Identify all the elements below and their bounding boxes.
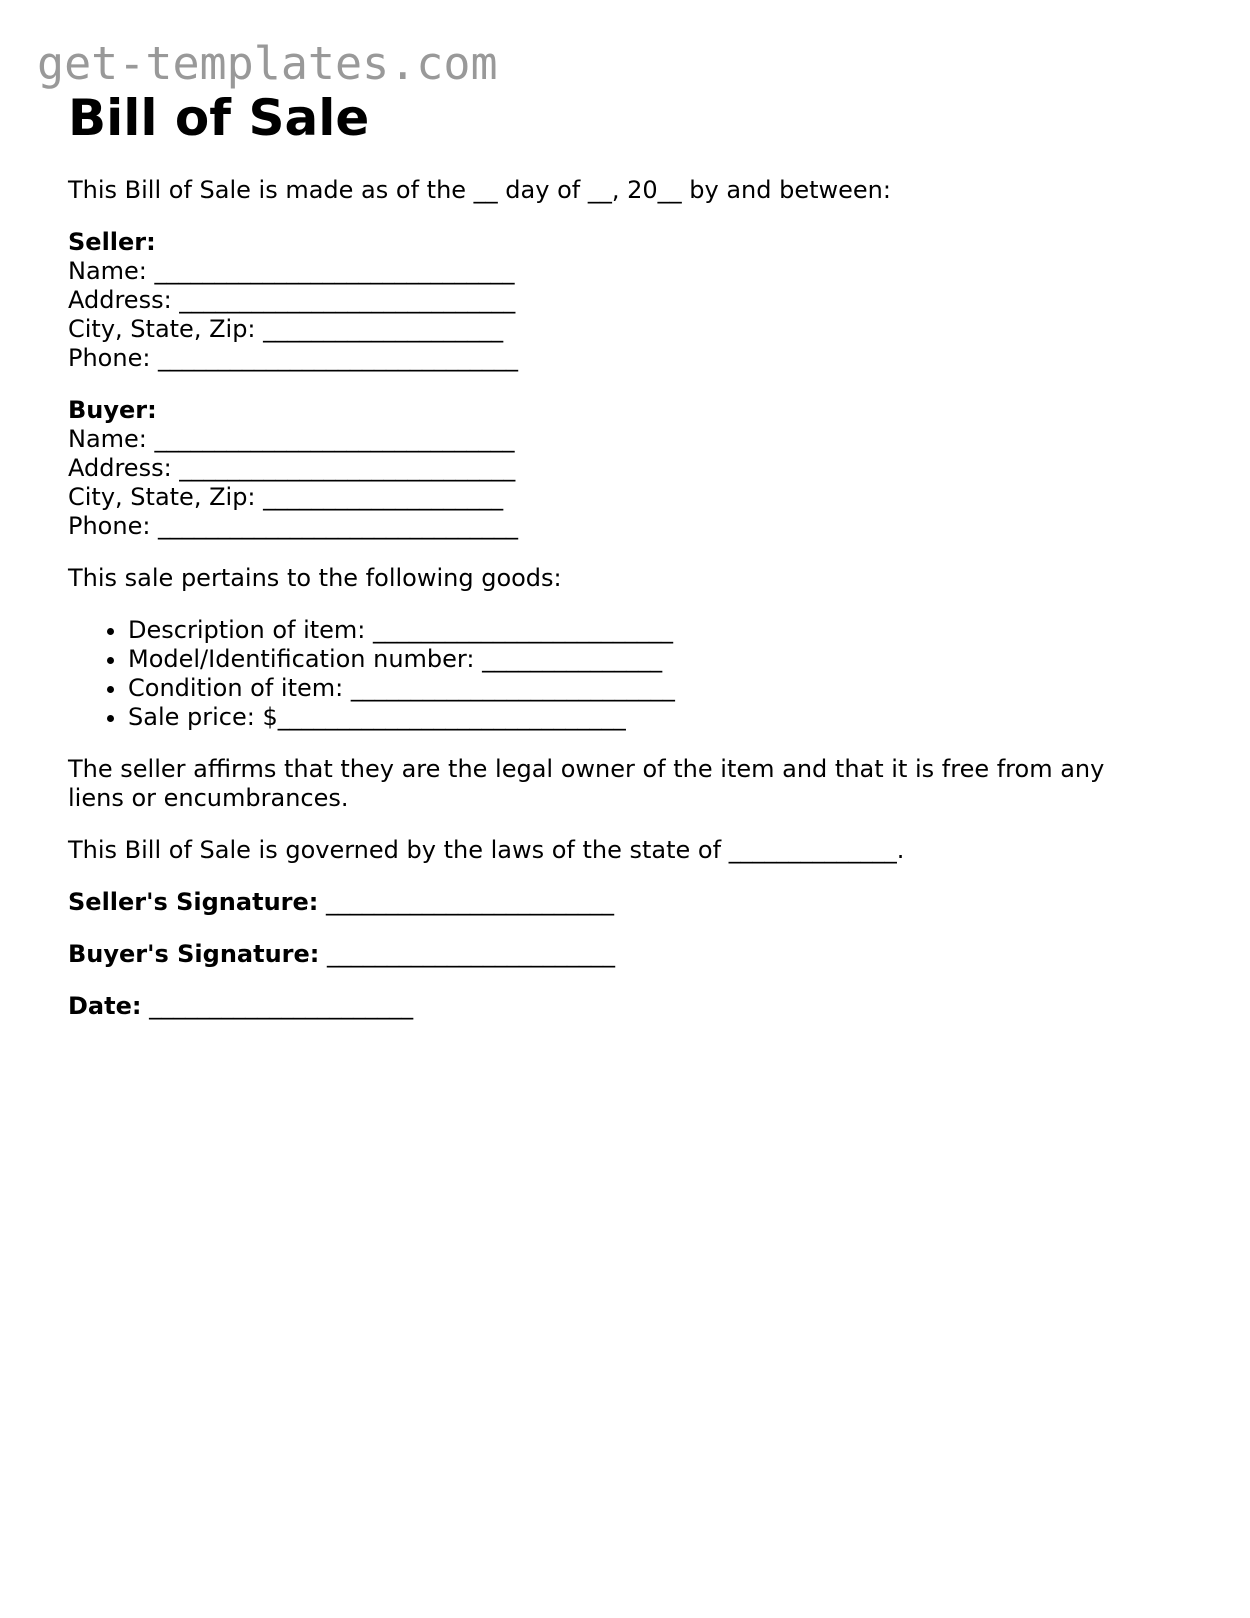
watermark: get-templates.com — [37, 37, 498, 90]
date-label: Date: — [68, 992, 142, 1020]
affirmation-paragraph: The seller affirms that they are the legal owner of the item and that it is free from any liens or encumbrances. — [68, 755, 1105, 812]
goods-description-item: • Description of item: _________________________ — [128, 616, 1148, 645]
goods-sale-price-item: • Sale price: $_____________________________ — [128, 703, 1148, 732]
goods-intro: This sale pertains to the following goods: — [68, 564, 562, 592]
seller-phone-field: Phone: ______________________________ — [68, 344, 519, 372]
seller-city-state-zip-field: City, State, Zip: ____________________ — [68, 315, 504, 343]
buyer-city-state-zip-field: City, State, Zip: ____________________ — [68, 483, 504, 511]
governing-law-paragraph: This Bill of Sale is governed by the laws of the state of ______________. — [68, 836, 905, 864]
buyer-signature-label: Buyer's Signature: — [68, 940, 320, 968]
seller-name-field: Name: ______________________________ — [68, 257, 515, 285]
document-title: Bill of Sale — [68, 89, 370, 147]
seller-signature-label: Seller's Signature: — [68, 888, 319, 916]
seller-heading: Seller: — [68, 228, 156, 256]
seller-address-field: Address: ____________________________ — [68, 286, 516, 314]
buyer-address-field: Address: ____________________________ — [68, 454, 516, 482]
seller-section — [68, 228, 1148, 373]
buyer-section — [68, 396, 1148, 541]
seller-signature-line — [68, 888, 1148, 917]
buyer-heading: Buyer: — [68, 396, 157, 424]
goods-list — [68, 616, 1148, 732]
date-line — [68, 992, 1148, 1021]
document-body — [68, 176, 1148, 1044]
buyer-signature-line — [68, 940, 1148, 969]
goods-condition-item: • Condition of item: ___________________________ — [128, 674, 1148, 703]
buyer-signature-blank: ________________________ — [319, 940, 616, 968]
buyer-name-field: Name: ______________________________ — [68, 425, 515, 453]
date-blank: ______________________ — [141, 992, 414, 1020]
intro-paragraph: This Bill of Sale is made as of the __ day of __, 20__ by and between: — [68, 176, 891, 204]
buyer-phone-field: Phone: ______________________________ — [68, 512, 519, 540]
goods-model-number-item: • Model/Identification number: _______________ — [128, 645, 1148, 674]
seller-signature-blank: ________________________ — [318, 888, 614, 916]
